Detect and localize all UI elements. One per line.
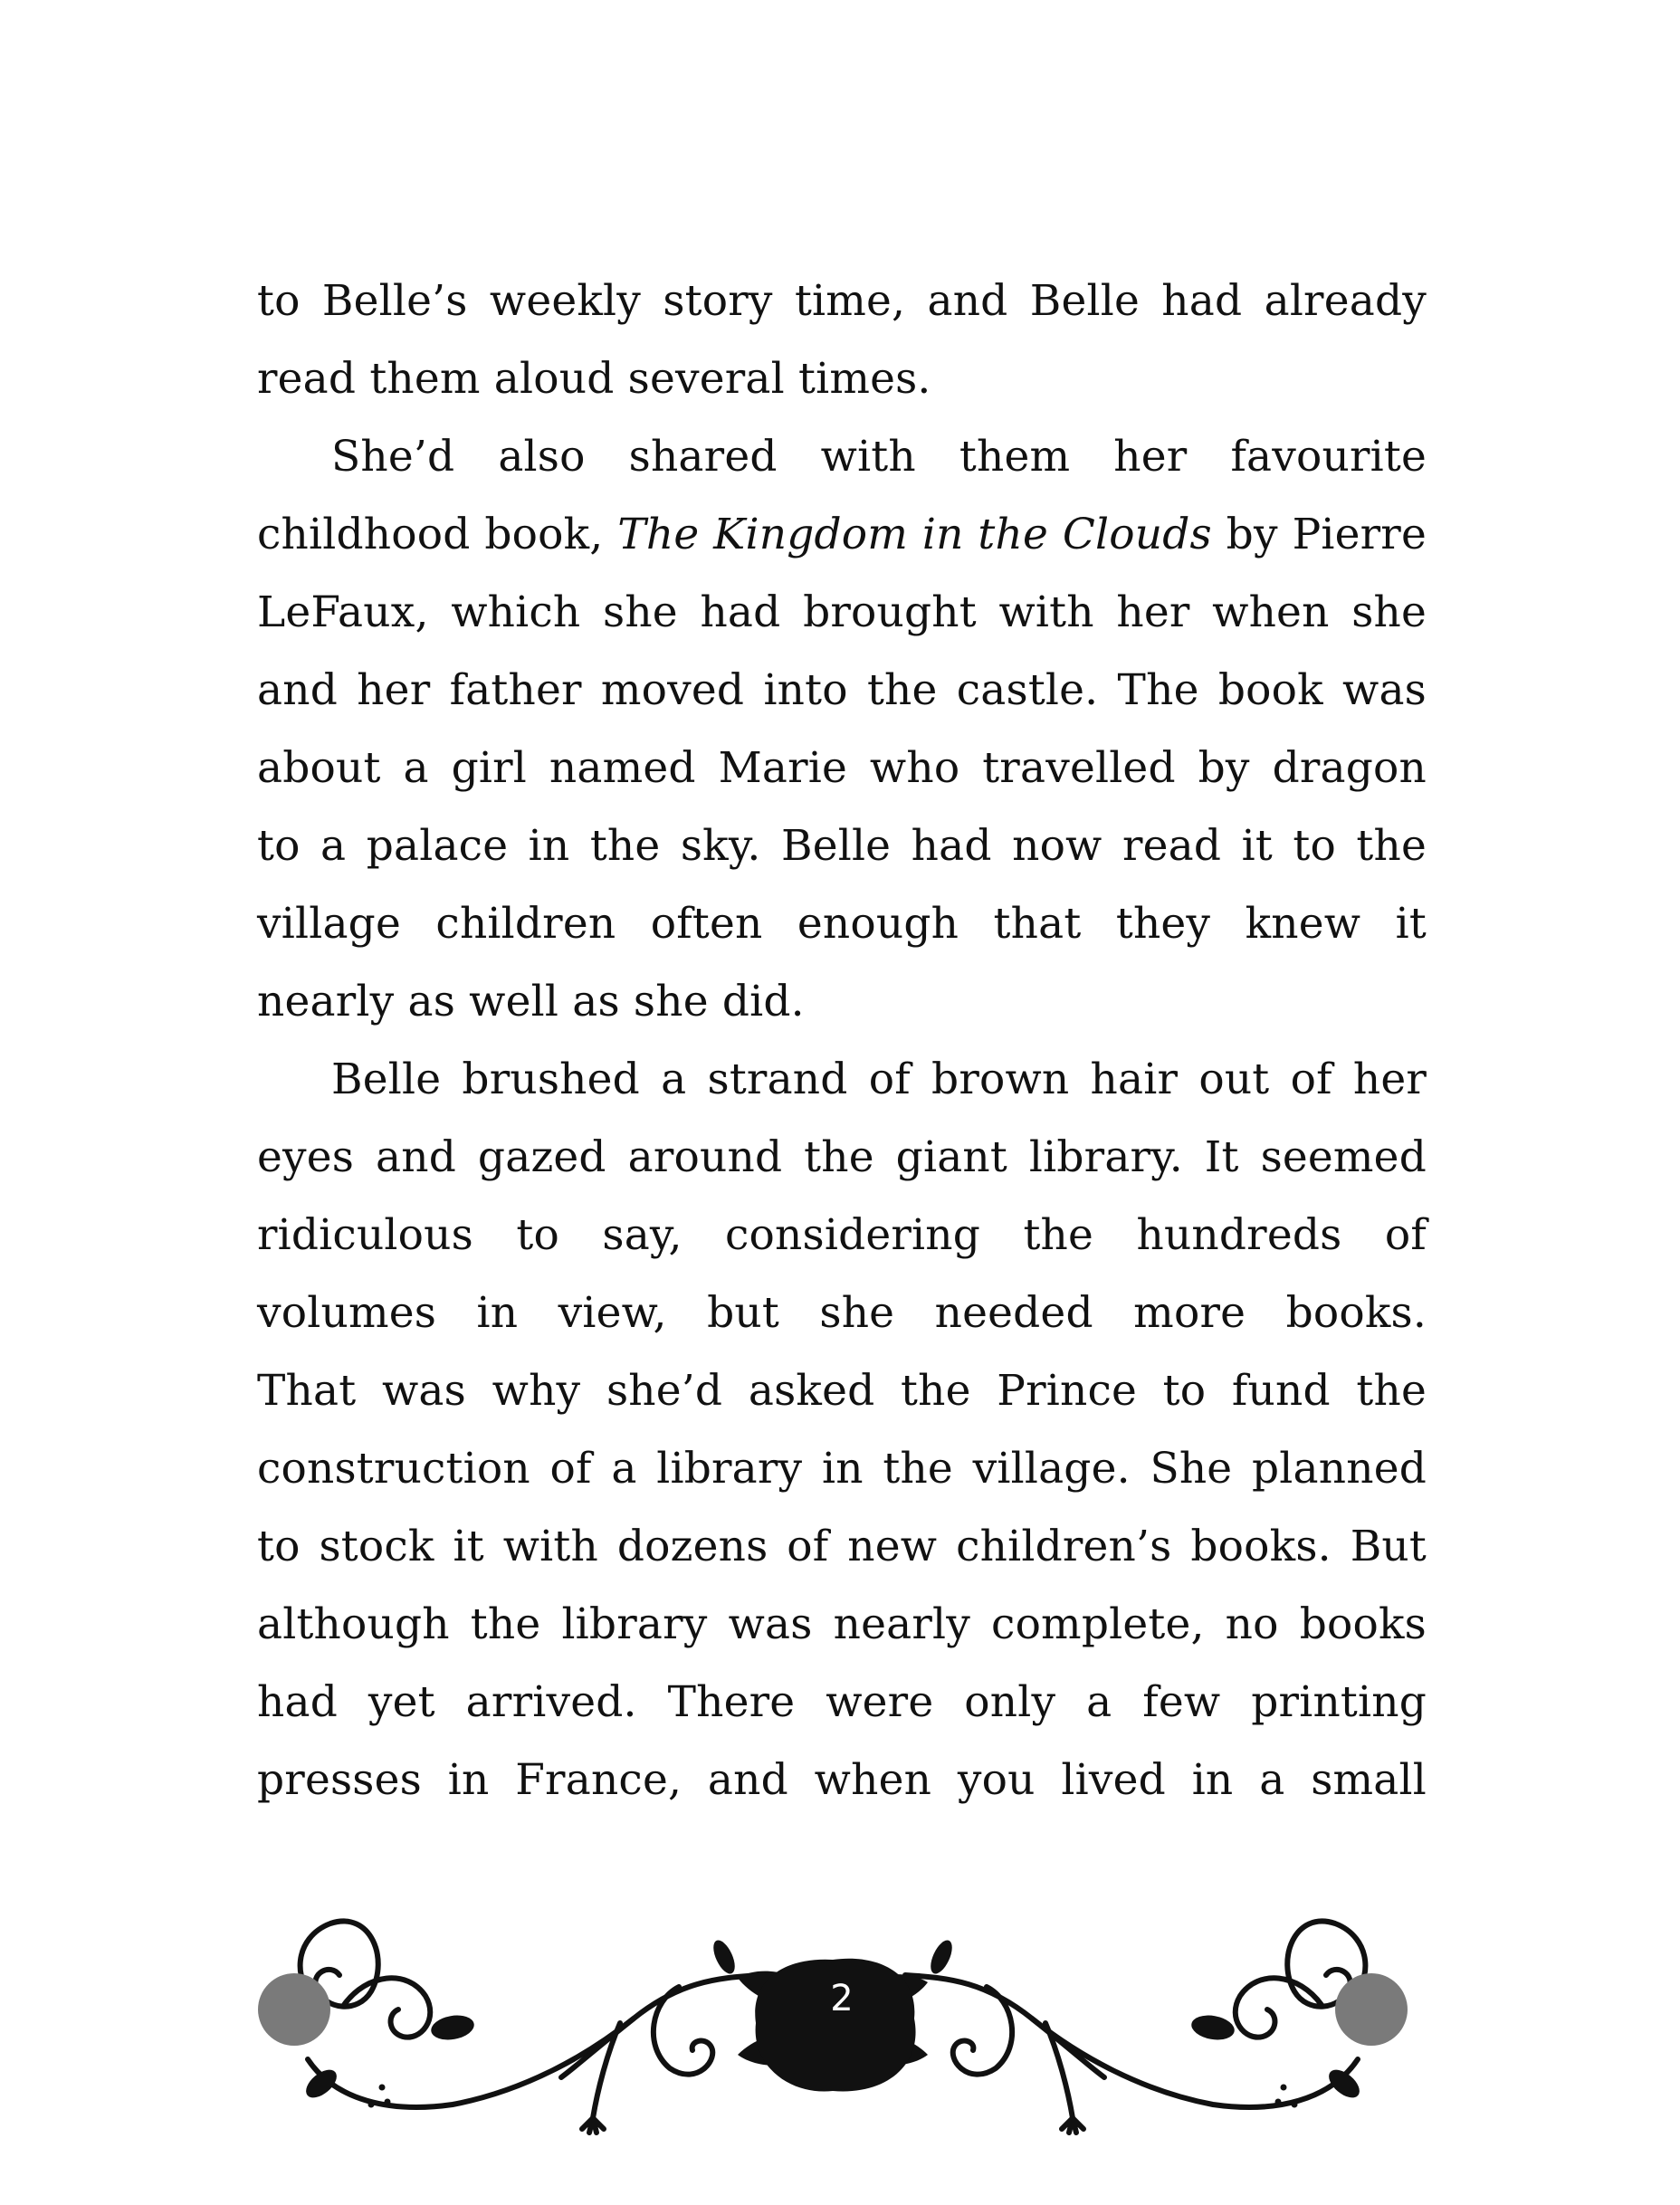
book-title: The Kingdom in the Clouds (617, 510, 1212, 559)
text-line: village children often enough that they knew it (257, 899, 1427, 949)
text-line: She’d also shared with them her favourite (331, 432, 1427, 482)
text-line: Belle brushed a strand of brown hair out of her (331, 1055, 1427, 1104)
text-line: ridiculous to say, considering the hundreds of (257, 1210, 1427, 1260)
text-line (257, 496, 1427, 574)
right-main-vine (905, 1975, 1358, 2107)
text-line: eyes and gazed around the giant library. It seemed (257, 1132, 1427, 1182)
text-line: about a girl named Marie who travelled by dragon (257, 743, 1427, 793)
text-line: presses in France, and when you lived in a small (257, 1755, 1427, 1805)
left-branch (561, 2019, 634, 2077)
page-number: 2 (830, 1978, 854, 2019)
right-curl (953, 1987, 1012, 2075)
text-line: volumes in view, but she needed more books. (257, 1288, 1427, 1338)
text-line: had yet arrived. There were only a few printing (257, 1677, 1427, 1727)
text-line: to Belle’s weekly story time, and Belle had already (257, 276, 1427, 326)
text-line: to stock it with dozens of new children’s books. But (257, 1522, 1427, 1571)
right-inner-swirl (1236, 1978, 1322, 2037)
text-line: read them aloud several times. (257, 354, 931, 404)
right-rose (1335, 1973, 1408, 2046)
text-line: nearly as well as she did. (257, 977, 805, 1026)
left-rose (258, 1973, 330, 2046)
text-segment: by Pierre (1211, 510, 1427, 559)
left-inner-swirl (344, 1978, 430, 2037)
text-line: That was why she’d asked the Prince to fund the (257, 1366, 1427, 1416)
text-segment: childhood book, (257, 510, 618, 559)
left-main-vine (308, 1975, 760, 2107)
text-line: although the library was nearly complete, no books (257, 1599, 1427, 1649)
body-text (257, 262, 1427, 1819)
text-line: and her father moved into the castle. The book was (257, 665, 1427, 715)
text-line: to a palace in the sky. Belle had now read it to the (257, 821, 1427, 871)
right-branch (1032, 2019, 1104, 2077)
left-curl (654, 1987, 712, 2075)
text-line: LeFaux, which she had brought with her when she (257, 587, 1427, 637)
text-line: construction of a library in the village. She planned (257, 1444, 1427, 1494)
